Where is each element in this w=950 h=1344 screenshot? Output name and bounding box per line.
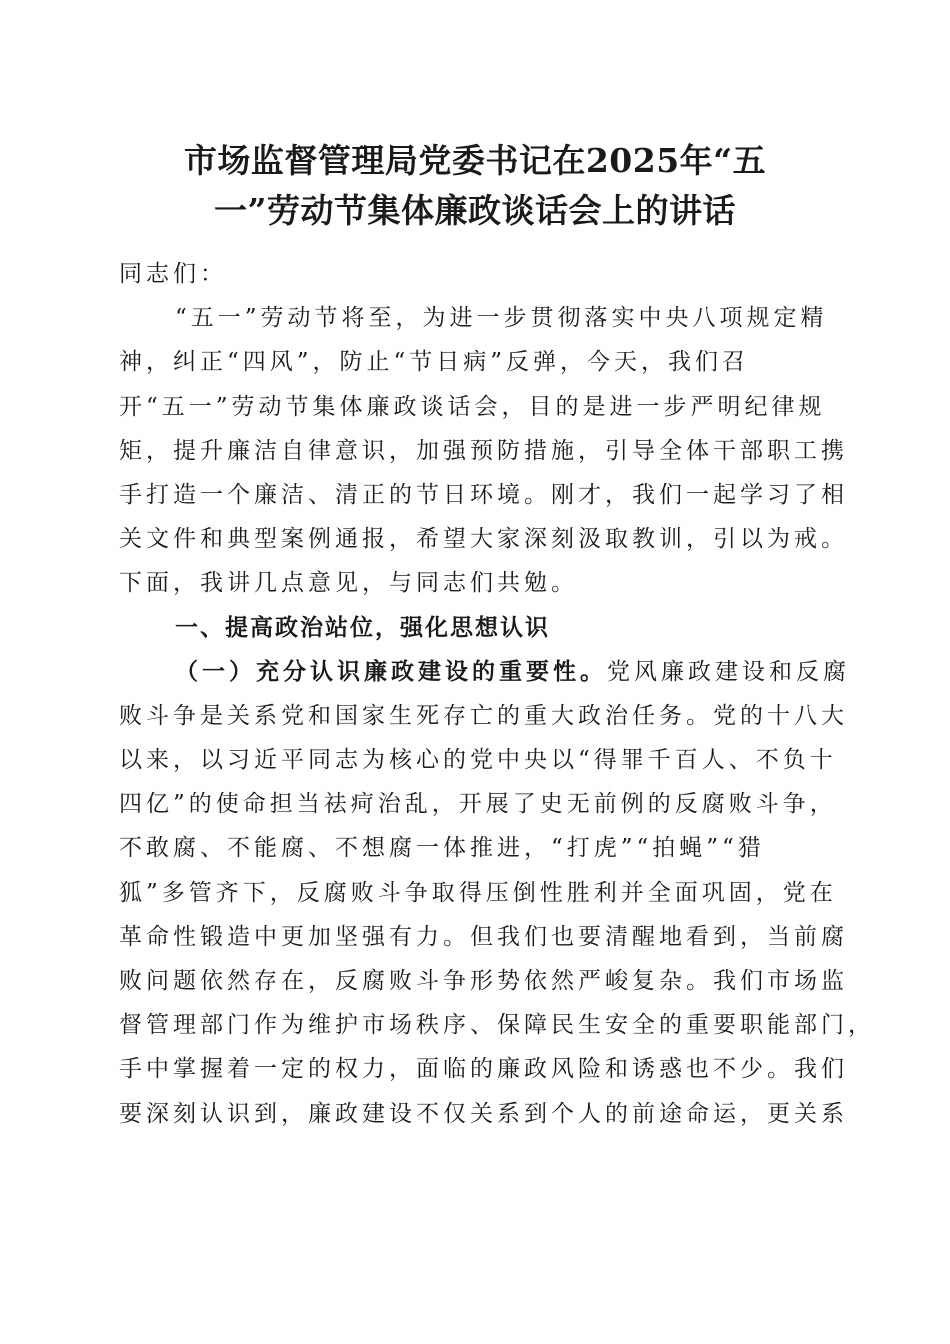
- paragraph-line: 败斗争是关系党和国家生死存亡的重大政治任务。党的十八大: [119, 702, 848, 729]
- paragraph-line: 神，纠正“四风”，防止“节日病”反弹，今天，我们召: [119, 349, 750, 376]
- subsection-first-rest: 党风廉政建设和反腐: [607, 658, 850, 685]
- paragraph-line: 督管理部门作为维护市场秩序、保障民生安全的重要职能部门，: [119, 1012, 875, 1039]
- document-body: [119, 252, 875, 1136]
- title-line-1: 市场监督管理局党委书记在2025年“五: [183, 141, 767, 180]
- paragraph-line: 手打造一个廉洁、清正的节日环境。刚才，我们一起学习了相: [119, 481, 848, 508]
- paragraph-line: 手中掌握着一定的权力，面临的廉政风险和诱惑也不少。我们: [119, 1056, 848, 1083]
- paragraph-line: 以来，以习近平同志为核心的党中央以“得罪千百人、不负十: [119, 747, 837, 774]
- paragraph-line: 矩，提升廉洁自律意识，加强预防措施，引导全体干部职工携: [119, 437, 848, 464]
- subsection-first-line: [119, 650, 850, 694]
- document-title: [100, 136, 850, 236]
- paragraph-line: 革命性锻造中更加坚强有力。但我们也要清醒地看到，当前腐: [119, 923, 848, 950]
- greeting: 同志们：: [119, 261, 227, 287]
- section-heading: 一、提高政治站位，强化思想认识: [175, 614, 550, 641]
- title-line-2: 一”劳动节集体廉政谈话会上的讲话: [214, 191, 736, 230]
- subsection-lead: （一）充分认识廉政建设的重要性。: [175, 657, 607, 685]
- paragraph-line: “五一”劳动节将至，为进一步贯彻落实中央八项规定精: [175, 305, 828, 332]
- paragraph-line: 开“五一”劳动节集体廉政谈话会，目的是进一步严明纪律规: [119, 393, 826, 420]
- paragraph-line: 败问题依然存在，反腐败斗争形势依然严峻复杂。我们市场监: [119, 968, 848, 994]
- paragraph-line: 四亿”的使命担当祛疴治乱，开展了史无前例的反腐败斗争，: [119, 791, 837, 818]
- paragraph-line: 不敢腐、不能腐、不想腐一体推进，“打虎”“拍蝇”“猎: [119, 835, 765, 862]
- paragraph-line: 狐”多管齐下，反腐败斗争取得压倒性胜利并全面巩固，党在: [119, 879, 837, 906]
- paragraph-line: 关文件和典型案例通报，希望大家深刻汲取教训，引以为戒。: [119, 526, 848, 553]
- paragraph-line: 下面，我讲几点意见，与同志们共勉。: [119, 570, 578, 597]
- paragraph-line: 要深刻认识到，廉政建设不仅关系到个人的前途命运，更关系: [119, 1100, 848, 1127]
